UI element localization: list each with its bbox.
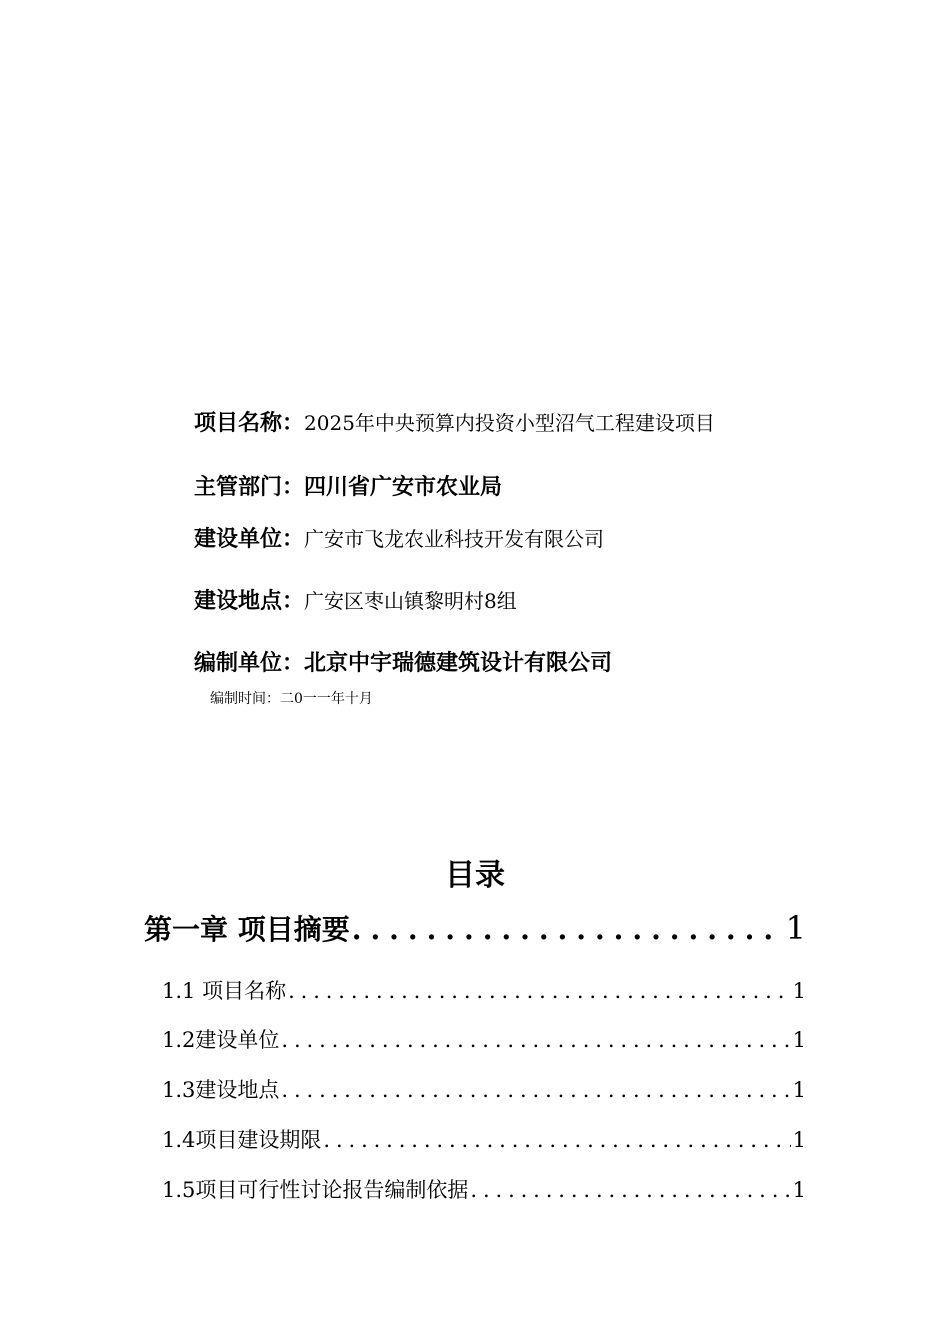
department-field (194, 470, 502, 501)
compile-date: 编制时间：二0一一年十月 (210, 691, 373, 707)
location-field (194, 584, 517, 615)
toc-entry-text: 1.1 项目名称 (162, 979, 287, 1003)
toc-dot-leader (323, 1128, 790, 1152)
toc-section-1-1[interactable] (162, 975, 806, 1005)
project-name-label: 项目名称： (194, 411, 305, 436)
compiler-field (194, 646, 612, 677)
toc-page-number: 1 (792, 979, 806, 1003)
toc-entry-text: 第一章 项目摘要 (144, 913, 350, 946)
toc-entry-text: 1.4项目建设期限 (162, 1128, 322, 1152)
toc-page-number: 1 (792, 1128, 806, 1152)
project-name-field (194, 406, 715, 437)
toc-section-1-4[interactable] (162, 1124, 806, 1154)
toc-page-number: 1 (792, 1178, 806, 1202)
toc-title: 目录 (445, 858, 505, 893)
toc-page-number: 1 (785, 909, 806, 947)
builder-value: 广安市飞龙农业科技开发有限公司 (304, 527, 605, 551)
toc-dot-leader (281, 1028, 790, 1052)
toc-page-number: 1 (792, 1028, 806, 1052)
compiler-label: 编制单位： (194, 651, 305, 676)
toc-dot-leader (281, 1078, 790, 1102)
toc-dot-leader (352, 913, 784, 946)
toc-entry-text: 1.2建设单位 (162, 1028, 280, 1052)
builder-label: 建设单位： (194, 527, 305, 552)
compiler-value: 北京中宇瑞德建筑设计有限公司 (304, 651, 613, 676)
toc-section-1-5[interactable] (162, 1174, 806, 1204)
toc-dot-leader (470, 1178, 790, 1202)
toc-chapter-1[interactable] (144, 908, 806, 948)
toc-section-1-2[interactable] (162, 1024, 806, 1054)
toc-entry-text: 1.3建设地点 (162, 1078, 280, 1102)
toc-entry-text: 1.5项目可行性讨论报告编制依据 (162, 1178, 469, 1202)
department-value: 四川省广安市农业局 (304, 475, 503, 500)
location-value: 广安区枣山镇黎明村8组 (304, 589, 517, 613)
builder-field (194, 522, 604, 553)
toc-dot-leader (288, 979, 791, 1003)
department-label: 主管部门： (194, 475, 305, 500)
location-label: 建设地点： (194, 589, 305, 614)
toc-page-number: 1 (792, 1078, 806, 1102)
toc-section-1-3[interactable] (162, 1074, 806, 1104)
project-name-value: 2025年中央预算内投资小型沼气工程建设项目 (304, 411, 715, 435)
